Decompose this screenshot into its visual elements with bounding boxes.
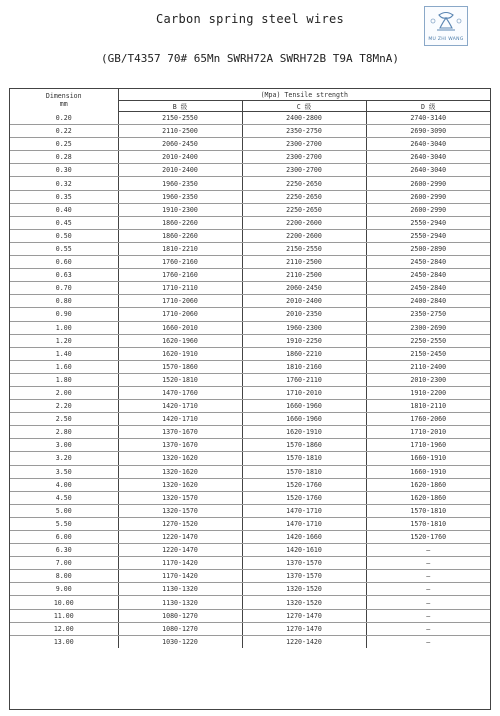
grade-d-cell: –: [366, 570, 490, 583]
grade-c-cell: 1960-2300: [242, 321, 366, 334]
dimension-cell: 0.80: [10, 295, 118, 308]
grade-d-cell: 2150-2450: [366, 347, 490, 360]
dimension-unit: mm: [59, 100, 68, 109]
table-row: [10, 282, 490, 295]
grade-c-cell: 1320-1520: [242, 583, 366, 596]
grade-d-cell: 2010-2300: [366, 373, 490, 386]
grade-c-cell: 2010-2350: [242, 308, 366, 321]
grade-c-cell: 1760-2110: [242, 373, 366, 386]
tensile-strength-table: [10, 89, 490, 648]
grade-d-cell: 1710-1960: [366, 439, 490, 452]
grade-b-cell: 1320-1620: [118, 478, 242, 491]
grade-b-cell: 1960-2350: [118, 190, 242, 203]
grade-d-cell: 1570-1810: [366, 517, 490, 530]
table-row: [10, 596, 490, 609]
grade-b-cell: 1520-1810: [118, 373, 242, 386]
table-row: [10, 439, 490, 452]
table-row: [10, 557, 490, 570]
grade-d-cell: 2110-2400: [366, 360, 490, 373]
page-subtitle: (GB/T4357 70# 65Mn SWRH72A SWRH72B T9A T8MnA): [100, 52, 399, 65]
table-row: [10, 386, 490, 399]
grade-c-cell: 2250-2650: [242, 190, 366, 203]
dimension-cell: 3.00: [10, 439, 118, 452]
table-row: [10, 177, 490, 190]
grade-b-cell: 1170-1420: [118, 570, 242, 583]
dimension-cell: 1.80: [10, 373, 118, 386]
dimension-cell: 1.20: [10, 334, 118, 347]
dimension-cell: 3.50: [10, 465, 118, 478]
grade-b-cell: 1760-2160: [118, 256, 242, 269]
dimension-cell: 1.40: [10, 347, 118, 360]
grade-b-cell: 1030-1220: [118, 635, 242, 648]
grade-c-cell: 1520-1760: [242, 478, 366, 491]
table-row: [10, 125, 490, 138]
grade-c-cell: 1520-1760: [242, 491, 366, 504]
grade-b-cell: 1710-2060: [118, 295, 242, 308]
table-row: [10, 570, 490, 583]
dimension-cell: 0.50: [10, 229, 118, 242]
grade-d-cell: 1620-1860: [366, 478, 490, 491]
grade-b-cell: 1370-1670: [118, 426, 242, 439]
grade-c-cell: 1320-1520: [242, 596, 366, 609]
grade-c-cell: 2300-2700: [242, 138, 366, 151]
grade-d-cell: 2450-2840: [366, 269, 490, 282]
grade-c-cell: 2350-2750: [242, 125, 366, 138]
grade-d-cell: 2500-2890: [366, 242, 490, 255]
logo-text: MU ZHI WANG: [428, 37, 464, 42]
grade-b-cell: 1810-2210: [118, 242, 242, 255]
grade-d-cell: 2550-2940: [366, 229, 490, 242]
table-row: [10, 491, 490, 504]
grade-c-cell: 1570-1810: [242, 465, 366, 478]
table-row: [10, 622, 490, 635]
dimension-cell: 3.20: [10, 452, 118, 465]
grade-b-cell: 1910-2300: [118, 203, 242, 216]
grade-b-cell: 1620-1910: [118, 347, 242, 360]
table-row: [10, 138, 490, 151]
table-row: [10, 112, 490, 125]
dimension-cell: 5.00: [10, 504, 118, 517]
grade-d-cell: 1710-2010: [366, 426, 490, 439]
grade-d-cell: 1570-1810: [366, 504, 490, 517]
dimension-cell: 5.50: [10, 517, 118, 530]
grade-c-cell: 2010-2400: [242, 295, 366, 308]
dimension-cell: 0.90: [10, 308, 118, 321]
grade-d-cell: 2640-3040: [366, 164, 490, 177]
grade-c-cell: 1660-1960: [242, 400, 366, 413]
grade-d-cell: 2250-2550: [366, 334, 490, 347]
dimension-cell: 6.30: [10, 544, 118, 557]
table-row: [10, 465, 490, 478]
tensile-strength-header: (Mpa) Tensile strength: [118, 89, 490, 101]
dimension-cell: 2.50: [10, 413, 118, 426]
grade-d-cell: 2640-3040: [366, 151, 490, 164]
logo-emblem-icon: [425, 7, 467, 37]
grade-c-cell: 1220-1420: [242, 635, 366, 648]
table-row: [10, 531, 490, 544]
grade-d-cell: 2740-3140: [366, 112, 490, 125]
grade-d-cell: –: [366, 544, 490, 557]
grade-d-cell: –: [366, 622, 490, 635]
grade-c-cell: 1270-1470: [242, 622, 366, 635]
grade-b-cell: 1470-1760: [118, 386, 242, 399]
table-row: [10, 609, 490, 622]
table-row: [10, 216, 490, 229]
grade-c-cell: 1660-1960: [242, 413, 366, 426]
table-row: [10, 242, 490, 255]
grade-b-cell: 1370-1670: [118, 439, 242, 452]
grade-c-cell: 1470-1710: [242, 504, 366, 517]
grade-b-cell: 1220-1470: [118, 544, 242, 557]
grade-b-cell: 1130-1320: [118, 596, 242, 609]
grade-c-cell: 2400-2800: [242, 112, 366, 125]
grade-d-cell: 2450-2840: [366, 256, 490, 269]
dimension-cell: 6.00: [10, 531, 118, 544]
grade-d-cell: 2600-2990: [366, 190, 490, 203]
grade-c-cell: 1810-2160: [242, 360, 366, 373]
grade-b-cell: 1080-1270: [118, 622, 242, 635]
grade-c-cell: 2110-2500: [242, 269, 366, 282]
grade-c-cell: 1270-1470: [242, 609, 366, 622]
dimension-cell: 0.30: [10, 164, 118, 177]
grade-d-cell: 1660-1910: [366, 452, 490, 465]
grade-b-cell: 1320-1620: [118, 452, 242, 465]
dimension-cell: 12.00: [10, 622, 118, 635]
table-row: [10, 151, 490, 164]
grade-c-cell: 1420-1610: [242, 544, 366, 557]
dimension-label: Dimension: [45, 92, 82, 101]
grade-d-cell: –: [366, 557, 490, 570]
grade-c-cell: 1570-1810: [242, 452, 366, 465]
dimension-cell: 0.63: [10, 269, 118, 282]
grade-d-cell: 1520-1760: [366, 531, 490, 544]
grade-c-header: C 级: [242, 101, 366, 112]
grade-d-cell: –: [366, 583, 490, 596]
dimension-cell: 1.60: [10, 360, 118, 373]
grade-c-cell: 2110-2500: [242, 256, 366, 269]
grade-b-cell: 2010-2400: [118, 151, 242, 164]
grade-c-cell: 2060-2450: [242, 282, 366, 295]
dimension-header: [10, 89, 118, 112]
grade-c-cell: 1420-1660: [242, 531, 366, 544]
page-title: Carbon spring steel wires: [155, 12, 345, 26]
table-row: [10, 635, 490, 648]
table-row: [10, 452, 490, 465]
grade-b-cell: 1760-2160: [118, 269, 242, 282]
grade-d-cell: 1910-2200: [366, 386, 490, 399]
grade-b-cell: 1320-1570: [118, 504, 242, 517]
grade-b-cell: 1620-1960: [118, 334, 242, 347]
dimension-cell: 0.32: [10, 177, 118, 190]
table-row: [10, 269, 490, 282]
table-row: [10, 504, 490, 517]
dimension-cell: 0.55: [10, 242, 118, 255]
dimension-cell: 10.00: [10, 596, 118, 609]
grade-b-cell: 1130-1320: [118, 583, 242, 596]
grade-d-cell: –: [366, 596, 490, 609]
grade-c-cell: 2150-2550: [242, 242, 366, 255]
dimension-cell: 0.60: [10, 256, 118, 269]
grade-b-cell: 2110-2500: [118, 125, 242, 138]
grade-d-cell: 2550-2940: [366, 216, 490, 229]
table-row: [10, 229, 490, 242]
dimension-cell: 7.00: [10, 557, 118, 570]
grade-c-cell: 1620-1910: [242, 426, 366, 439]
table-row: [10, 295, 490, 308]
dimension-cell: 0.70: [10, 282, 118, 295]
table-body: [10, 112, 490, 648]
dimension-cell: 13.00: [10, 635, 118, 648]
table-row: [10, 517, 490, 530]
grade-d-cell: 1620-1860: [366, 491, 490, 504]
dimension-cell: 2.80: [10, 426, 118, 439]
dimension-cell: 11.00: [10, 609, 118, 622]
grade-b-cell: 1220-1470: [118, 531, 242, 544]
grade-b-cell: 1080-1270: [118, 609, 242, 622]
dimension-cell: 1.00: [10, 321, 118, 334]
grade-c-cell: 2200-2600: [242, 229, 366, 242]
grade-b-cell: 2060-2450: [118, 138, 242, 151]
dimension-cell: 4.00: [10, 478, 118, 491]
grade-b-cell: 2010-2400: [118, 164, 242, 177]
dimension-cell: 2.20: [10, 400, 118, 413]
table-row: [10, 544, 490, 557]
grade-b-cell: 1570-1860: [118, 360, 242, 373]
dimension-cell: 0.22: [10, 125, 118, 138]
grade-d-cell: 2600-2990: [366, 203, 490, 216]
dimension-cell: 2.00: [10, 386, 118, 399]
table-row: [10, 308, 490, 321]
grade-c-cell: 1370-1570: [242, 570, 366, 583]
dimension-cell: 0.25: [10, 138, 118, 151]
grade-b-header: B 级: [118, 101, 242, 112]
table-row: [10, 413, 490, 426]
table-row: [10, 164, 490, 177]
grade-b-cell: 1420-1710: [118, 400, 242, 413]
grade-d-cell: 1760-2060: [366, 413, 490, 426]
grade-b-cell: 2150-2550: [118, 112, 242, 125]
grade-d-cell: 2400-2840: [366, 295, 490, 308]
grade-c-cell: 1470-1710: [242, 517, 366, 530]
dimension-cell: 0.20: [10, 112, 118, 125]
grade-c-cell: 1910-2250: [242, 334, 366, 347]
grade-d-cell: 2300-2690: [366, 321, 490, 334]
grade-b-cell: 1960-2350: [118, 177, 242, 190]
grade-b-cell: 1860-2260: [118, 229, 242, 242]
grade-c-cell: 1860-2210: [242, 347, 366, 360]
grade-d-cell: 2690-3090: [366, 125, 490, 138]
dimension-cell: 9.00: [10, 583, 118, 596]
grade-d-cell: 1810-2110: [366, 400, 490, 413]
grade-c-cell: 1370-1570: [242, 557, 366, 570]
grade-b-cell: 1170-1420: [118, 557, 242, 570]
grade-b-cell: 1710-2060: [118, 308, 242, 321]
dimension-cell: 4.50: [10, 491, 118, 504]
table-row: [10, 321, 490, 334]
tensile-strength-table-frame: [9, 88, 491, 710]
grade-d-cell: –: [366, 609, 490, 622]
grade-c-cell: 2300-2700: [242, 151, 366, 164]
grade-c-cell: 2250-2650: [242, 203, 366, 216]
table-row: [10, 334, 490, 347]
grade-d-cell: –: [426, 637, 431, 646]
grade-c-cell: 2300-2700: [242, 164, 366, 177]
grade-b-cell: 1660-2010: [118, 321, 242, 334]
dimension-cell: 0.35: [10, 190, 118, 203]
table-row: [10, 256, 490, 269]
grade-b-cell: 1710-2110: [118, 282, 242, 295]
grade-b-cell: 1270-1520: [118, 517, 242, 530]
dimension-cell: 0.45: [10, 216, 118, 229]
grade-c-cell: 1570-1860: [242, 439, 366, 452]
table-row: [10, 373, 490, 386]
grade-d-cell: 2640-3040: [366, 138, 490, 151]
table-row: [10, 360, 490, 373]
grade-d-header: D 级: [366, 101, 490, 112]
grade-c-cell: 2200-2600: [242, 216, 366, 229]
table-row: [10, 478, 490, 491]
table-row: [10, 203, 490, 216]
grade-c-cell: 1710-2010: [242, 386, 366, 399]
table-row: [10, 190, 490, 203]
grade-c-cell: 2250-2650: [242, 177, 366, 190]
dimension-cell: 8.00: [10, 570, 118, 583]
table-row: [10, 583, 490, 596]
grade-b-cell: 1860-2260: [118, 216, 242, 229]
grade-d-cell: 2450-2840: [366, 282, 490, 295]
company-logo: [424, 6, 468, 46]
grade-b-cell: 1320-1620: [118, 465, 242, 478]
table-row: [10, 426, 490, 439]
grade-d-cell: 1660-1910: [366, 465, 490, 478]
grade-d-cell: 2600-2990: [366, 177, 490, 190]
grade-b-cell: 1420-1710: [118, 413, 242, 426]
grade-d-cell: 2350-2750: [366, 308, 490, 321]
dimension-cell: 0.28: [10, 151, 118, 164]
table-row: [10, 400, 490, 413]
dimension-cell: 0.40: [10, 203, 118, 216]
grade-b-cell: 1320-1570: [118, 491, 242, 504]
table-row: [10, 347, 490, 360]
